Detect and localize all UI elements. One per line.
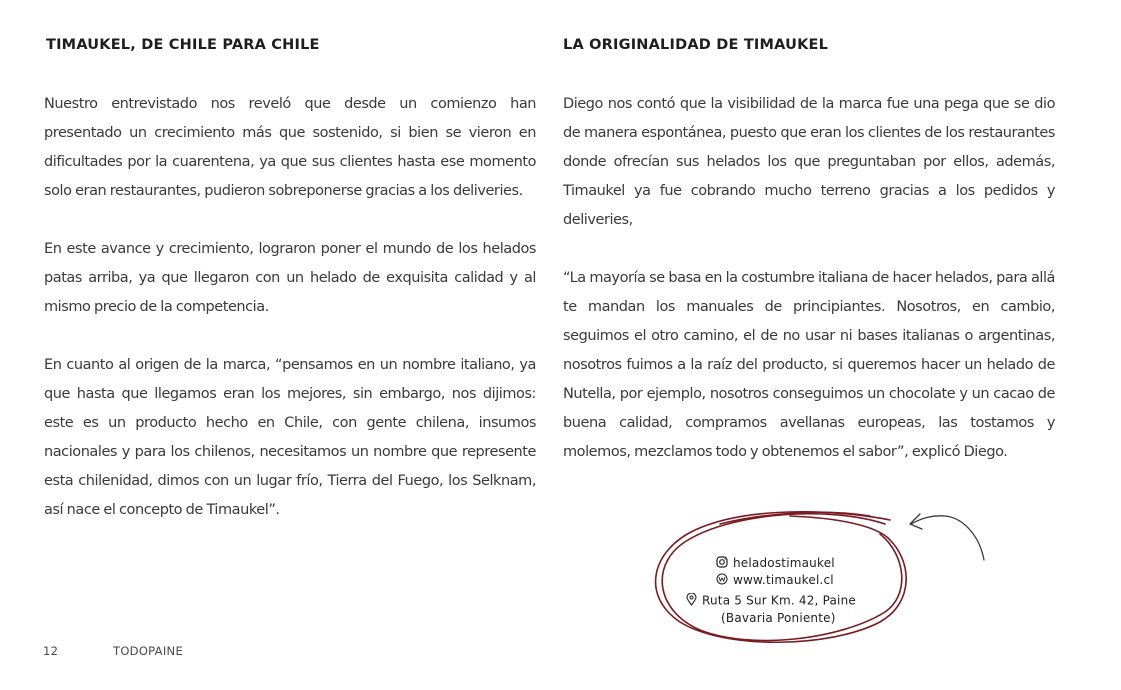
left-column — [44, 90, 536, 554]
instagram-icon — [716, 556, 728, 571]
right-paragraph-1: Diego nos contó que la visibilidad de la marca fue una pega que se dio de manera espontánea, puesto que eran los clientes de los restaurantes donde ofrecían sus helados los que preguntaban por ellos, además, Timaukel ya fue cobrando mucho terreno gracias a los pedidos y deliveries, — [563, 96, 1055, 228]
right-paragraph-2: “La mayoría se basa en la costumbre italiana de hacer helados, para allá te mandan los manuales de principiantes. Nosotros, en cambio, seguimos el otro camino, el de no usar ni bases italianas o argentinas, nosotros fuimos a la raíz del producto, si queremos hacer un helado de Nutella, por ejemplo, nosotros conseguimos un chocolate y un cacao de buena calidad, compramos avellanas europeas, las tostamos y molemos, mezclamos todo y obtenemos el sabor”, explicó Diego. — [563, 270, 1055, 460]
left-heading: TIMAUKEL, DE CHILE PARA CHILE — [46, 37, 320, 53]
contact-website — [716, 573, 834, 588]
hand-drawn-arrow-icon — [900, 508, 995, 568]
right-heading: LA ORIGINALIDAD DE TIMAUKEL — [563, 37, 829, 53]
instagram-handle: heladostimaukel — [733, 556, 835, 570]
location-pin-icon — [686, 593, 697, 609]
address-subtitle: (Bavaria Poniente) — [721, 611, 836, 625]
contact-address — [686, 593, 856, 609]
left-paragraph-2: En este avance y crecimiento, lograron poner el mundo de los helados patas arriba, ya que llegaron con un helado de exquisita calidad y al mismo precio de la competencia. — [44, 241, 536, 315]
left-paragraph-1: Nuestro entrevistado nos reveló que desde un comienzo han presentado un crecimiento más que sostenido, si bien se vieron en dificultades por la cuarentena, ya que sus clientes hasta ese momento solo eran restaurantes, pudieron sobreponerse gracias a los deliveries. — [44, 96, 536, 199]
footer-brand: TODOPAINE — [113, 644, 184, 658]
contact-instagram — [716, 556, 835, 571]
address-text: Ruta 5 Sur Km. 42, Paine — [702, 593, 856, 608]
website-url: www.timaukel.cl — [733, 573, 834, 587]
left-paragraph-3: En cuanto al origen de la marca, “pensamos en un nombre italiano, ya que hasta que llegamos eran los mejores, sin embargo, nos dijimos: este es un producto hecho en Chile, con gente chilena, insumos nacionales y para los chilenos, necesitamos un nombre que represente esta chilenidad, dimos con un lugar frío, Tierra del Fuego, los Selknam, así nace el concepto de Timaukel”. — [44, 357, 536, 518]
website-icon — [716, 573, 728, 588]
right-column — [563, 90, 1055, 496]
page-number: 12 — [43, 644, 59, 658]
